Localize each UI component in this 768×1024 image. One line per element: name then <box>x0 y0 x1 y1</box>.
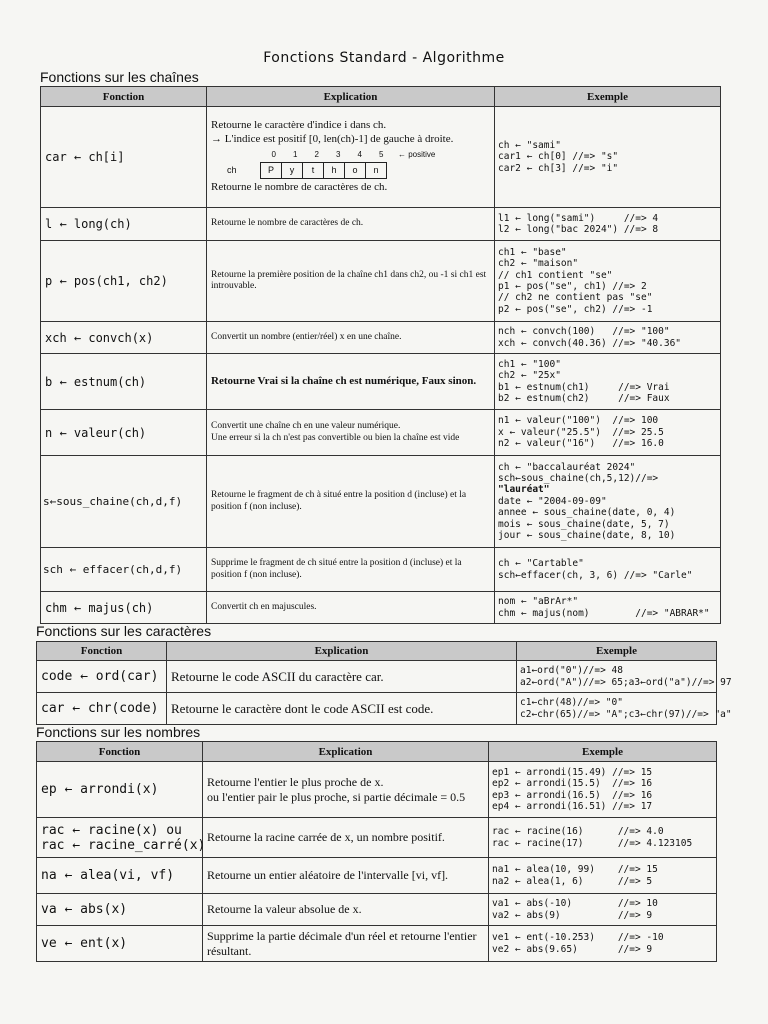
example-cell: ch ← "baccalauréat 2024" sch←sous_chaine(ch,5,12)//=> "lauréat" date ← "2004-09-09" annee ← sous_chaine(date, 0, 4) mois ← sous_chaine(date, 5, 7) jour ← sous_chaine(date, 8, 10) <box>495 456 721 548</box>
function-cell: car ← ch[i] <box>41 107 207 208</box>
function-cell: sch ← effacer(ch,d,f) <box>41 548 207 592</box>
table-row <box>37 858 717 894</box>
function-cell: car ← chr(code) <box>37 693 167 725</box>
table-row <box>37 818 717 858</box>
example-cell: c1←chr(48)//=> "0" c2←chr(65)//=> "A";c3←chr(97)//=> "a" <box>517 693 717 725</box>
example-cell: n1 ← valeur("100") //=> 100 x ← valeur("25.5") //=> 25.5 n2 ← valeur("16") //=> 16.0 <box>495 410 721 456</box>
function-cell: b ← estnum(ch) <box>41 354 207 410</box>
col-header-fonction: Fonction <box>41 87 207 107</box>
index-row: 0 1 2 3 4 5 ← positive <box>271 149 436 159</box>
char-cells: P y t h o n <box>261 162 387 179</box>
numbers-table <box>36 741 717 962</box>
explanation-cell: Convertit ch en majuscules. <box>207 592 495 624</box>
function-cell: n ← valeur(ch) <box>41 410 207 456</box>
section-title-caracteres: Fonctions sur les caractères <box>36 623 212 639</box>
table-row <box>41 208 721 241</box>
col-header-fonction: Fonction <box>37 742 203 762</box>
explanation-cell: Retourne la première position de la chaîne ch1 dans ch2, ou -1 si ch1 est introuvable. <box>207 241 495 322</box>
explanation-cell: Retourne le fragment de ch à situé entre la position d (incluse) et la position f (non incluse). <box>207 456 495 548</box>
example-cell: nom ← "aBrAr*" chm ← majus(nom) //=> "ABRAR*" <box>495 592 721 624</box>
table-row <box>37 661 717 693</box>
example-cell: l1 ← long("sami") //=> 4 l2 ← long("bac 2024") //=> 8 <box>495 208 721 241</box>
explanation-cell: Retourne un entier aléatoire de l'intervalle [vi, vf]. <box>203 858 489 894</box>
function-cell: l ← long(ch) <box>41 208 207 241</box>
table-row <box>41 354 721 410</box>
table-row <box>41 241 721 322</box>
table-row <box>41 410 721 456</box>
example-cell: ch ← "Cartable" sch←effacer(ch, 3, 6) //=> "Carle" <box>495 548 721 592</box>
explanation-cell: Retourne Vrai si la chaîne ch est numérique, Faux sinon. <box>207 354 495 410</box>
strings-table <box>40 86 721 624</box>
explanation-cell: Retourne la valeur absolue de x. <box>203 894 489 926</box>
col-header-fonction: Fonction <box>37 642 167 661</box>
col-header-exemple: Exemple <box>517 642 717 661</box>
explanation-cell: Retourne le caractère dont le code ASCII est code. <box>167 693 517 725</box>
function-cell: s←sous_chaine(ch,d,f) <box>41 456 207 548</box>
example-cell: nch ← convch(100) //=> "100" xch ← convch(40.36) //=> "40.36" <box>495 322 721 354</box>
example-cell: ch ← "sami" car1 ← ch[0] //=> "s" car2 ← ch[3] //=> "i" <box>495 107 721 208</box>
explanation-cell: Convertit un nombre (entier/réel) x en une chaîne. <box>207 322 495 354</box>
explanation-cell: Retourne le caractère d'indice i dans ch. → L'indice est positif [0, len(ch)-1] de gauche à droite. 0 1 2 3 4 5 ← positive ch P y t h o n Retourne le nombre de caractères de ch. <box>207 107 495 208</box>
example-cell: ch1 ← "100" ch2 ← "25x" b1 ← estnum(ch1) //=> Vrai b2 ← estnum(ch2) //=> Faux <box>495 354 721 410</box>
section-title-nombres: Fonctions sur les nombres <box>36 724 201 740</box>
table-row <box>41 592 721 624</box>
table-row <box>41 322 721 354</box>
explanation-cell: Retourne l'entier le plus proche de x. ou l'entier pair le plus proche, si partie décimale = 0.5 <box>203 762 489 818</box>
function-cell: ve ← ent(x) <box>37 926 203 962</box>
table-row <box>41 548 721 592</box>
table-row <box>37 693 717 725</box>
table-row <box>37 894 717 926</box>
page-title: Fonctions Standard - Algorithme <box>263 50 505 66</box>
example-cell: rac ← racine(16) //=> 4.0 rac ← racine(17) //=> 4.123105 <box>489 818 717 858</box>
function-cell: rac ← racine(x) ou rac ← racine_carré(x) <box>37 818 203 858</box>
function-cell: va ← abs(x) <box>37 894 203 926</box>
explanation-cell: Convertit une chaîne ch en une valeur numérique. Une erreur si la ch n'est pas convertible ou bien la chaîne est vide <box>207 410 495 456</box>
function-cell: p ← pos(ch1, ch2) <box>41 241 207 322</box>
explanation-cell: Supprime le fragment de ch situé entre la position d (incluse) et la position f (non incluse). <box>207 548 495 592</box>
explanation-cell: Retourne le code ASCII du caractère car. <box>167 661 517 693</box>
col-header-exemple: Exemple <box>495 87 721 107</box>
table-row <box>37 762 717 818</box>
col-header-explication: Explication <box>207 87 495 107</box>
example-cell: ch1 ← "base" ch2 ← "maison" // ch1 contient "se" p1 ← pos("se", ch1) //=> 2 // ch2 ne contient pas "se" p2 ← pos("se", ch2) //=> -1 <box>495 241 721 322</box>
example-cell: ep1 ← arrondi(15.49) //=> 15 ep2 ← arrondi(15.5) //=> 16 ep3 ← arrondi(16.5) //=> 16 ep4 ← arrondi(16.51) //=> 17 <box>489 762 717 818</box>
function-cell: chm ← majus(ch) <box>41 592 207 624</box>
characters-table <box>36 641 732 725</box>
table-row <box>37 926 717 962</box>
python-index-diagram: 0 1 2 3 4 5 ← positive ch P y t h o n <box>211 150 490 180</box>
function-cell: xch ← convch(x) <box>41 322 207 354</box>
example-cell: ve1 ← ent(-10.253) //=> -10 ve2 ← abs(9.65) //=> 9 <box>489 926 717 962</box>
explanation-cell: Retourne la racine carrée de x, un nombre positif. <box>203 818 489 858</box>
explanation-cell: Supprime la partie décimale d'un réel et retourne l'entier résultant. <box>203 926 489 962</box>
example-cell: a1←ord("0")//=> 48 a2←ord("A")//=> 65;a3←ord("a")//=> 97 <box>517 661 717 693</box>
function-cell: ep ← arrondi(x) <box>37 762 203 818</box>
table-row <box>41 107 721 208</box>
function-cell: code ← ord(car) <box>37 661 167 693</box>
example-cell: na1 ← alea(10, 99) //=> 15 na2 ← alea(1, 6) //=> 5 <box>489 858 717 894</box>
section-title-chaines: Fonctions sur les chaînes <box>40 69 199 85</box>
col-header-explication: Explication <box>203 742 489 762</box>
col-header-explication: Explication <box>167 642 517 661</box>
explanation-cell: Retourne le nombre de caractères de ch. <box>207 208 495 241</box>
table-row <box>41 456 721 548</box>
col-header-exemple: Exemple <box>489 742 717 762</box>
example-cell: va1 ← abs(-10) //=> 10 va2 ← abs(9) //=> 9 <box>489 894 717 926</box>
function-cell: na ← alea(vi, vf) <box>37 858 203 894</box>
